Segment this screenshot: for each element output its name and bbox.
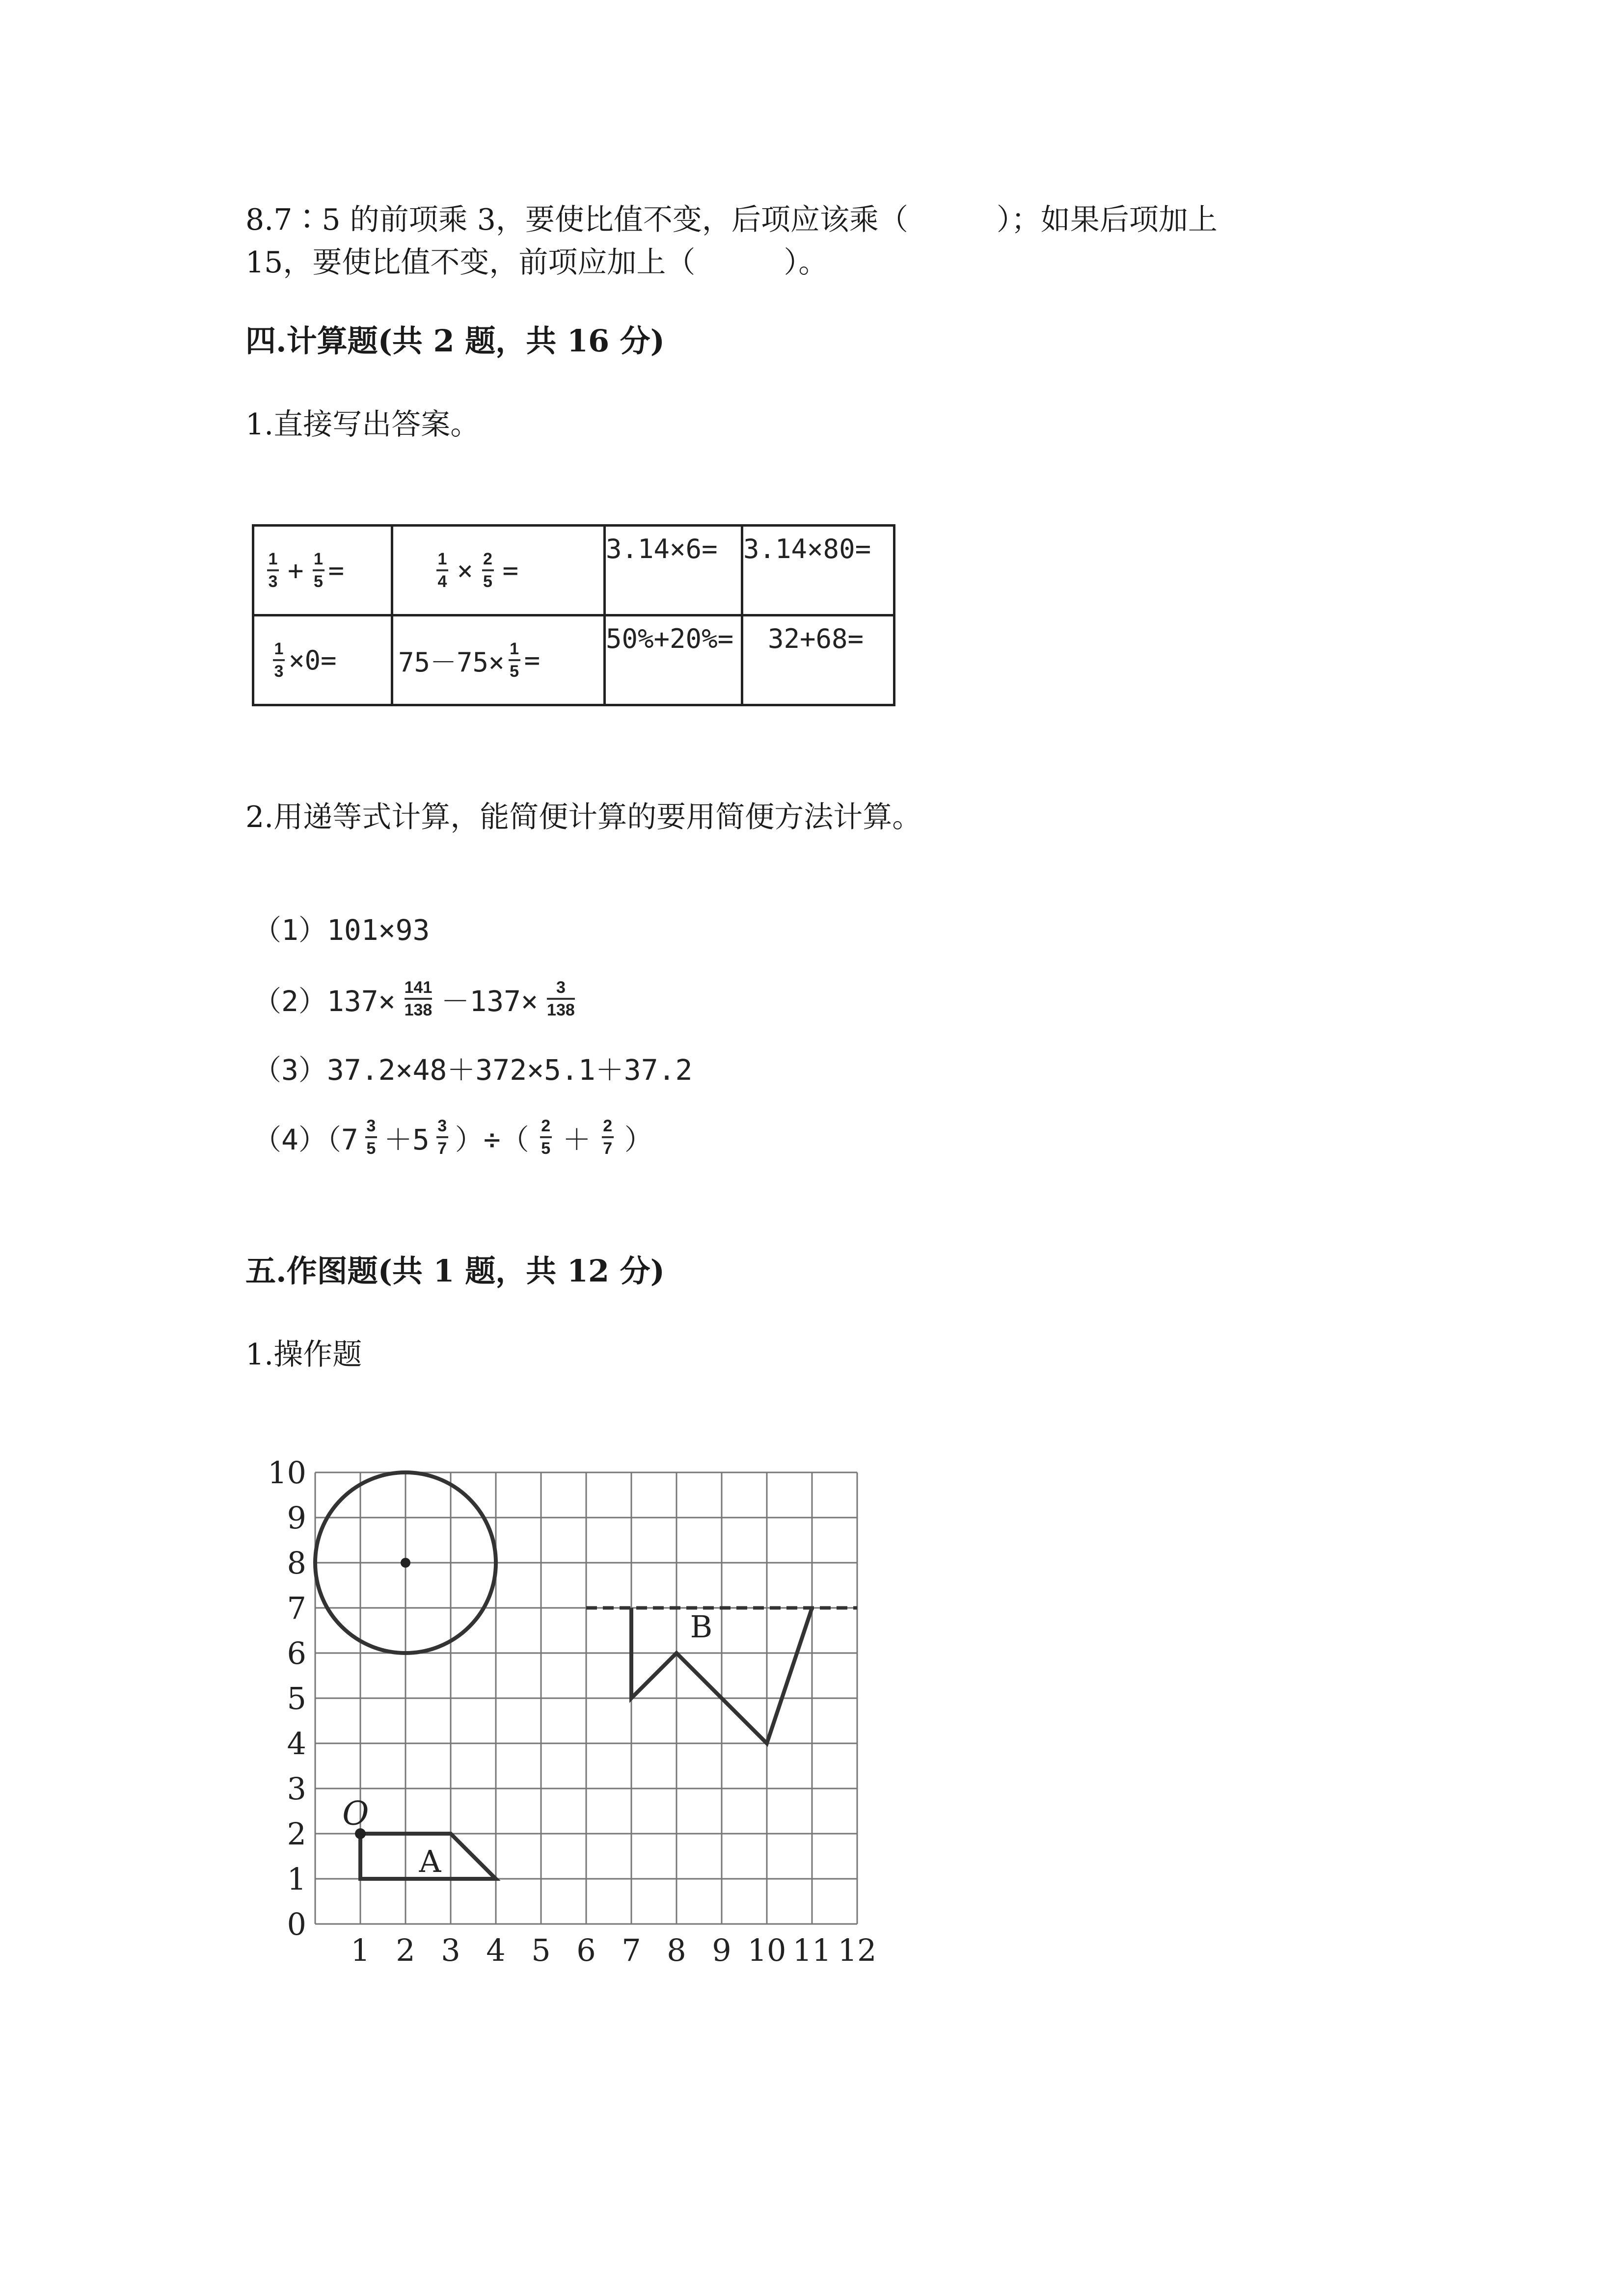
- cell-r2c4: 32+68=: [742, 615, 894, 705]
- x-tick-label: 4: [486, 1932, 506, 1968]
- fraction: $\frac{2}{5}$: [540, 1117, 552, 1158]
- cell-r1c4: 3.14×80=: [742, 526, 894, 615]
- problem-4-label: （4）（7: [253, 1123, 358, 1156]
- fraction: $\frac{1}{5}$: [509, 640, 520, 681]
- x-tick-label: 2: [396, 1932, 415, 1968]
- x-tick-label: 3: [441, 1932, 460, 1968]
- equals: =: [502, 555, 519, 586]
- problem-2-mid: －137×: [441, 985, 539, 1018]
- cell-r1c1: [253, 526, 392, 615]
- y-tick-label: 7: [287, 1590, 306, 1626]
- y-tick-label: 6: [287, 1635, 306, 1671]
- label-a: A: [419, 1843, 441, 1880]
- x-tick-label: 1: [351, 1932, 370, 1968]
- label-origin: O: [342, 1794, 369, 1833]
- cell-r2c1: [253, 615, 392, 705]
- y-tick-label: 2: [287, 1816, 306, 1852]
- fraction: $\frac{2}{7}$: [602, 1117, 614, 1158]
- cell-r2c2: [392, 615, 605, 705]
- y-tick-label: 9: [287, 1500, 306, 1536]
- y-tick-label: 10: [268, 1455, 306, 1491]
- cell-r1c3: 3.14×6=: [605, 526, 742, 615]
- x-tick-label: 8: [667, 1932, 686, 1968]
- fraction: $\frac{1}{4}$: [436, 550, 448, 591]
- y-tick-label: 4: [287, 1726, 306, 1762]
- y-tick-label: 1: [287, 1861, 306, 1897]
- fraction: $\frac{3}{7}$: [436, 1117, 448, 1158]
- s5-q1-prompt: 1.操作题: [245, 1337, 362, 1372]
- problem-4-divide: ）÷（: [455, 1123, 529, 1156]
- s4-q1-prompt: 1.直接写出答案。: [245, 407, 480, 442]
- cell-r2c3: 50%+20%=: [605, 615, 742, 705]
- fraction: $\frac{141}{138}$: [404, 978, 433, 1019]
- x-tick-label: 7: [622, 1932, 641, 1968]
- problem-4-close: ）: [624, 1123, 653, 1156]
- problem-3: [253, 1045, 692, 1090]
- label-b: B: [690, 1608, 713, 1645]
- cell-r1c2: [392, 526, 605, 615]
- x-tick-label: 11: [792, 1932, 832, 1968]
- problem-2-label: （2）137×: [253, 985, 396, 1018]
- fraction: $\frac{1}{3}$: [267, 550, 279, 591]
- y-tick-label: 0: [287, 1906, 306, 1942]
- expression: ×0=: [289, 644, 337, 676]
- x-tick-label: 10: [747, 1932, 786, 1968]
- problem-4-plus: ＋5: [383, 1123, 430, 1156]
- x-tick-label: 6: [576, 1932, 596, 1968]
- fraction: $\frac{2}{5}$: [482, 550, 494, 591]
- grid-figure: [255, 1443, 893, 1983]
- x-tick-label: 12: [838, 1932, 877, 1968]
- fraction: $\frac{3}{138}$: [547, 978, 575, 1019]
- circle-center-dot: [401, 1558, 410, 1568]
- fraction: $\frac{1}{3}$: [273, 640, 285, 681]
- x-tick-label: 9: [712, 1932, 731, 1968]
- problem-1: [253, 906, 430, 950]
- s4-q2-prompt: 2.用递等式计算，能简便计算的要用简便方法计算。: [245, 800, 922, 834]
- problem-3-text: （3）37.2×48＋372×5.1＋37.2: [253, 1053, 693, 1087]
- section4-heading: 四.计算题(共 2 题，共 16 分): [245, 323, 665, 359]
- problem-2: [253, 974, 584, 1023]
- x-tick-label: 5: [531, 1932, 551, 1968]
- operator: +: [288, 555, 304, 586]
- equals: =: [328, 555, 345, 586]
- q8-line2: 15，要使比值不变，前项应加上（ ）。: [245, 245, 828, 280]
- problem-4-plus: ＋: [562, 1123, 591, 1156]
- calc-table: [252, 524, 895, 706]
- coordinate-figure: [255, 1443, 893, 1985]
- y-tick-label: 5: [287, 1681, 306, 1716]
- fraction: $\frac{3}{5}$: [365, 1117, 377, 1158]
- problem-4: [253, 1110, 653, 1164]
- operator: ×: [457, 555, 473, 586]
- equals: =: [524, 644, 541, 676]
- y-tick-label: 3: [287, 1771, 306, 1807]
- y-tick-label: 8: [287, 1545, 306, 1581]
- problem-1-text: （1）101×93: [253, 913, 430, 947]
- q8-line1: 8.7∶5 的前项乘 3，要使比值不变，后项应该乘（ ）；如果后项加上: [245, 203, 1218, 237]
- expression: 75－75×: [398, 646, 505, 678]
- fraction: $\frac{1}{5}$: [313, 550, 325, 591]
- section5-heading: 五.作图题(共 1 题，共 12 分): [245, 1253, 665, 1289]
